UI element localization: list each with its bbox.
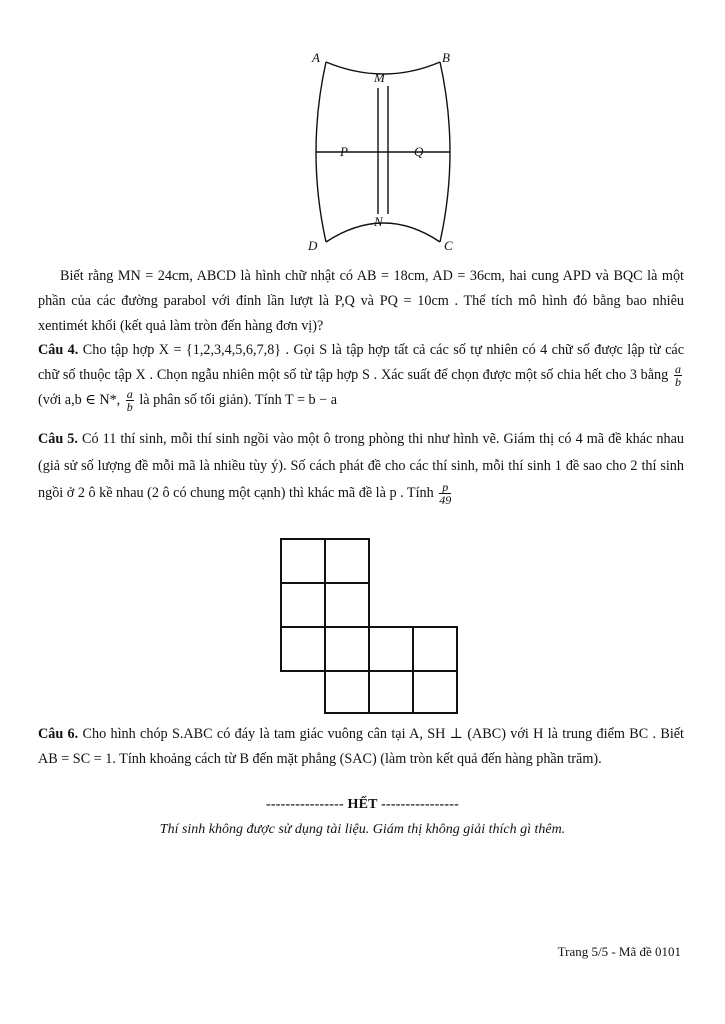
seat-cell bbox=[325, 583, 369, 627]
seat-cell bbox=[413, 671, 457, 713]
seat-cell bbox=[325, 539, 369, 583]
q5-label: Câu 5. bbox=[38, 431, 78, 447]
intro-problem bbox=[38, 264, 684, 339]
label-m: M bbox=[374, 70, 385, 85]
label-n: N bbox=[374, 214, 383, 229]
q5-text: Có 11 thí sinh, mỗi thí sinh ngồi vào một ô trong phòng thi như hình vẽ. Giám thị có 4 mã đề khác nhau (giả sử số lượng đề mỗi mã là nhiều tùy ý). Số cách phát đề cho các thí sinh, mỗi thí sinh 1 đề sao cho 2 thí sinh ngồi ở 2 ô kề nhau (2 ô có chung một cạnh) thì khác mã đề là p . Tính bbox=[38, 431, 685, 501]
question-6 bbox=[38, 722, 684, 772]
label-p: P bbox=[340, 144, 348, 159]
q4-fraction-2 bbox=[126, 388, 134, 413]
q4-fraction bbox=[674, 363, 682, 388]
q4-frac-den: b bbox=[675, 375, 681, 390]
q4-label: Câu 4. bbox=[38, 342, 79, 358]
q4-frac2-den: b bbox=[126, 400, 133, 415]
label-a: A bbox=[312, 50, 320, 65]
question-5 bbox=[38, 426, 684, 507]
seat-cell bbox=[369, 671, 413, 713]
q5-frac-num: p bbox=[439, 481, 451, 494]
q4-text-c: là phân số tối giản). Tính T = b − a bbox=[139, 392, 337, 409]
question-4 bbox=[38, 338, 684, 413]
label-d: D bbox=[308, 238, 318, 253]
label-b: B bbox=[442, 50, 450, 65]
seat-cell bbox=[413, 627, 457, 671]
q4-text-a: Cho tập hợp X = {1,2,3,4,5,6,7,8} . Gọi S là tập hợp tất cả các số tự nhiên có 4 chữ số được lập từ các chữ số thuộc tập X . Chọn ngẫu nhiên một số từ tập hợp S . Xác suất để chọn được một số chia hết cho 3 bằng bbox=[38, 342, 685, 383]
seat-cell bbox=[325, 627, 369, 671]
seating-grid-figure bbox=[278, 536, 462, 716]
seat-cell bbox=[325, 671, 369, 713]
q6-label: Câu 6. bbox=[38, 726, 79, 742]
q4-frac2-num: a bbox=[126, 387, 133, 402]
q5-frac-den: 49 bbox=[439, 493, 452, 508]
q5-fraction bbox=[439, 481, 451, 506]
seat-cell bbox=[281, 627, 325, 671]
seat-cell bbox=[281, 539, 325, 583]
bottom-parabola bbox=[326, 223, 440, 242]
exam-note: Thí sinh không được sử dụng tài liệu. Giám thị không giải thích gì thêm. bbox=[159, 822, 566, 837]
hourglass-figure bbox=[300, 48, 470, 260]
intro-text: Biết rằng MN = 24cm, ABCD là hình chữ nhật có AB = 18cm, AD = 36cm, hai cung APD và BQC là một phần của các đường parabol với đỉnh lần lượt là P,Q và PQ = 10cm . Thể tích mô hình đó bằng bao nhiêu xentimét khối (kết quả làm tròn đến hàng đơn vị)? bbox=[38, 268, 684, 334]
seat-cell bbox=[369, 627, 413, 671]
page-footer: Trang 5/5 - Mã đề 0101 bbox=[557, 944, 681, 959]
label-c: C bbox=[444, 238, 453, 253]
seat-cell bbox=[281, 583, 325, 627]
q4-frac-num: a bbox=[675, 362, 681, 377]
end-marker: ---------------- HẾT ---------------- bbox=[266, 797, 459, 812]
q4-text-b: (với a,b ∈ N*, bbox=[38, 392, 121, 409]
q6-text: Cho hình chóp S.ABC có đáy là tam giác vuông cân tại A, SH ⊥ (ABC) với H là trung điểm BC . Biết AB = SC = 1. Tính khoảng cách từ B đến mặt phẳng (SAC) (làm tròn kết quả đến hàng phần trăm). bbox=[38, 726, 684, 767]
label-q: Q bbox=[414, 144, 424, 159]
